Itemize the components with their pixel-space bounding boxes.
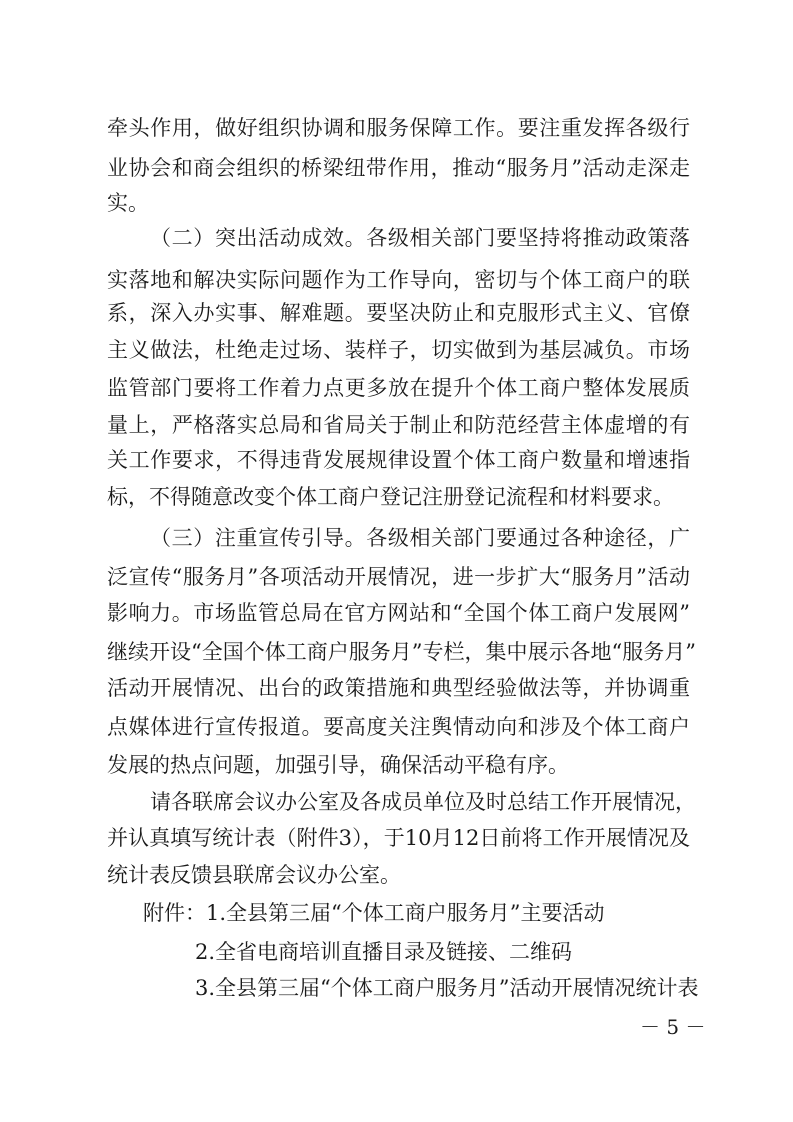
text-line: 实落地和解决实际问题作为工作导向，密切与个体工商户的联 — [107, 268, 690, 292]
text-line: 影响力。市场监管总局在官方网站和“全国个体工商户发展网” — [107, 601, 690, 625]
page-number: － 5 － — [640, 1015, 706, 1039]
text-line: 发展的热点问题，加强引导，确保活动平稳有序。 — [107, 753, 569, 777]
attachments-label: 附件： — [143, 901, 206, 925]
text-line: 牵头作用，做好组织协调和服务保障工作。要注重发挥各级行 — [107, 116, 690, 140]
text-line: 并认真填写统计表（附件3），于10月12日前将工作开展情况及 — [107, 826, 690, 850]
attachment-item: 3.全县第三届“个体工商户服务月”活动开展情况统计表 — [195, 976, 699, 1000]
text-line: 泛宣传“服务月”各项活动开展情况，进一步扩大“服务月”活动 — [107, 565, 690, 589]
text-line: 活动开展情况、出台的政策措施和典型经验做法等，并协调重 — [107, 676, 690, 700]
attachment-item: 1.全县第三届“个体工商户服务月”主要活动 — [206, 901, 605, 925]
section-heading-line: （三）注重宣传引导。各级相关部门要通过各种途径，广 — [150, 526, 690, 550]
section-heading-line: （二）突出活动成效。各级相关部门要坚持将推动政策落 — [150, 226, 690, 250]
text-line: 点媒体进行宣传报道。要高度关注舆情动向和涉及个体工商户 — [107, 715, 690, 739]
text-line: 业协会和商会组织的桥梁纽带作用，推动“服务月”活动走深走 — [107, 156, 690, 180]
text-line: 关工作要求，不得违背发展规律设置个体工商户数量和增速指 — [107, 448, 690, 472]
text-line: 监管部门要将工作着力点更多放在提升个体工商户整体发展质 — [107, 376, 690, 400]
text-line: 统计表反馈县联席会议办公室。 — [107, 863, 401, 887]
text-line: 系，深入办实事、解难题。要坚决防止和克服形式主义、官僚 — [107, 301, 690, 325]
text-line: 继续开设“全国个体工商户服务月”专栏，集中展示各地“服务月” — [107, 640, 696, 664]
attachments-first-line — [143, 898, 605, 928]
text-line: 主义做法，杜绝走过场、装样子，切实做到为基层减负。市场 — [107, 338, 690, 362]
attachment-item: 2.全省电商培训直播目录及链接、二维码 — [195, 940, 573, 964]
text-line: 量上，严格落实总局和省局关于制止和防范经营主体虚增的有 — [107, 413, 690, 437]
text-line: 实。 — [107, 191, 149, 215]
text-line: 标，不得随意改变个体工商户登记注册登记流程和材料要求。 — [107, 485, 674, 509]
text-line: 请各联席会议办公室及各成员单位及时总结工作开展情况， — [150, 790, 696, 814]
